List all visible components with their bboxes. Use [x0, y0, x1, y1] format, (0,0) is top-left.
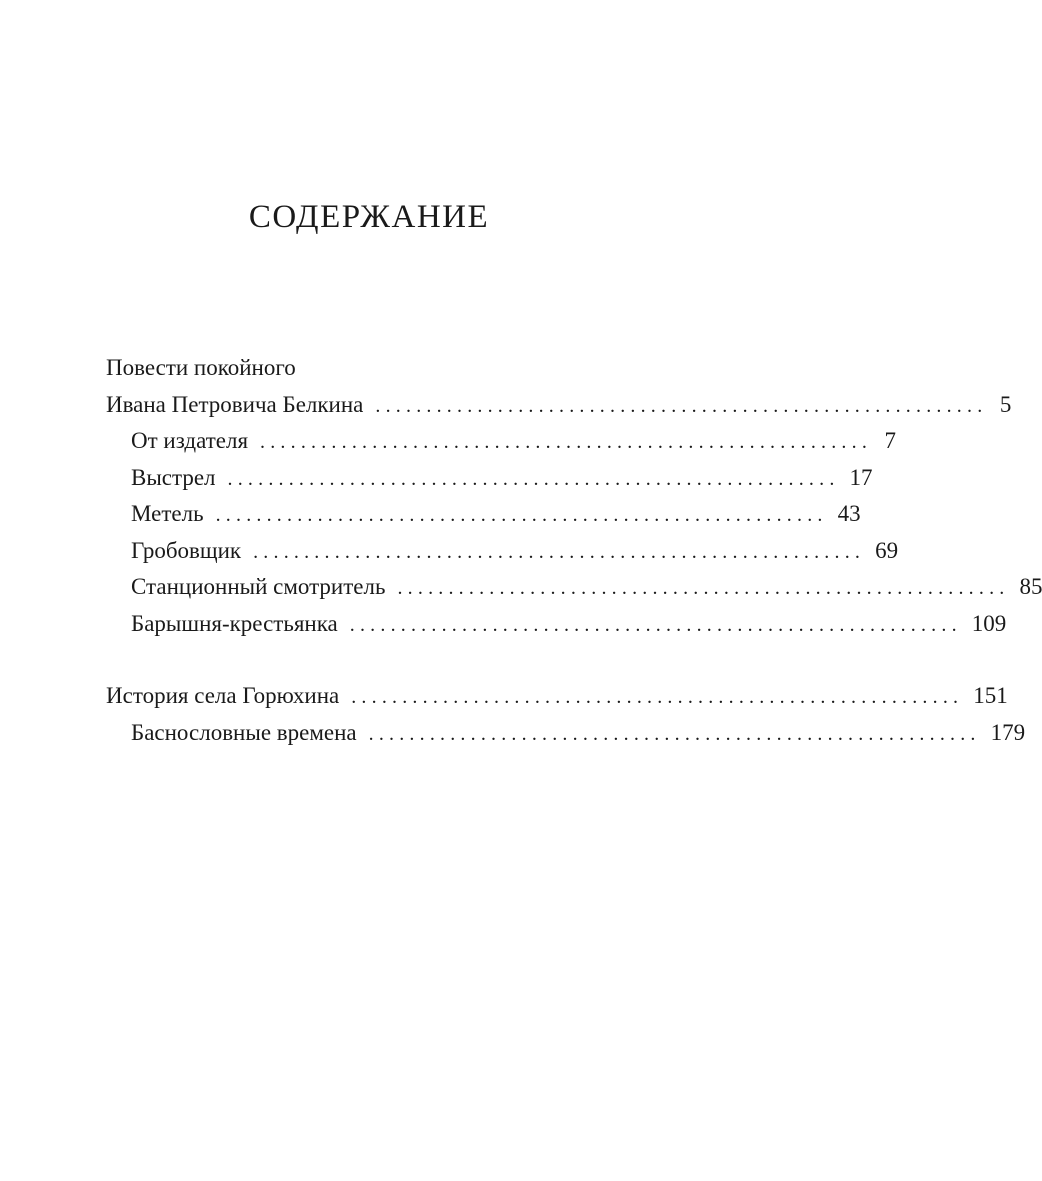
- toc-entry-label: Станционный смотритель: [131, 574, 386, 599]
- dot-leader: ............................................................: [349, 613, 962, 636]
- toc-entry-label: Ивана Петровича Белкина: [106, 391, 364, 417]
- toc-entry: [106, 387, 1012, 424]
- dot-leader: ............................................................: [253, 540, 866, 563]
- toc-entry: [106, 569, 1042, 606]
- toc-entry: [106, 606, 1007, 643]
- toc-entry-label: От издателя: [131, 428, 249, 453]
- toc-page-number: 85: [1019, 574, 1042, 599]
- toc-page-number: 5: [999, 391, 1012, 417]
- toc-page-number: 109: [971, 610, 1007, 636]
- dot-leader: ............................................................: [260, 431, 873, 453]
- contents-title: СОДЕРЖАНИЕ: [248, 199, 490, 235]
- toc-entry: [106, 533, 899, 570]
- dot-leader: ............................................................: [215, 504, 828, 526]
- toc-entry-label: Барышня-крестьянка: [131, 610, 338, 636]
- toc-entry: [106, 460, 873, 497]
- toc-page-number: 151: [973, 683, 1008, 708]
- toc-entry: [106, 678, 1008, 715]
- dot-leader: ............................................................: [351, 686, 964, 708]
- toc-entry-part-heading: [106, 350, 633, 387]
- toc-entry: [106, 496, 861, 533]
- toc-page-number: 7: [884, 428, 897, 453]
- toc-entry-label: Выстрел: [131, 464, 216, 490]
- toc-page-number: 43: [837, 501, 861, 526]
- toc-page-number: 17: [849, 464, 873, 490]
- toc-page-number: 179: [990, 719, 1026, 745]
- table-of-contents: [106, 350, 1042, 751]
- dot-leader: ............................................................: [397, 577, 1010, 599]
- dot-leader: ............................................................: [368, 722, 981, 745]
- toc-entry: [106, 423, 897, 460]
- dot-leader: ............................................................: [375, 394, 988, 417]
- toc-entry: [106, 715, 1026, 752]
- toc-entry-label: Баснословные времена: [131, 719, 357, 745]
- toc-entry-label: История села Горюхина: [106, 683, 340, 708]
- toc-entry-label: Метель: [131, 501, 204, 526]
- toc-page-number: 69: [875, 537, 899, 563]
- toc-entry-label: Гробовщик: [131, 537, 242, 563]
- dot-leader: ............................................................: [227, 467, 840, 490]
- toc-entry-label: Повести покойного: [106, 355, 296, 380]
